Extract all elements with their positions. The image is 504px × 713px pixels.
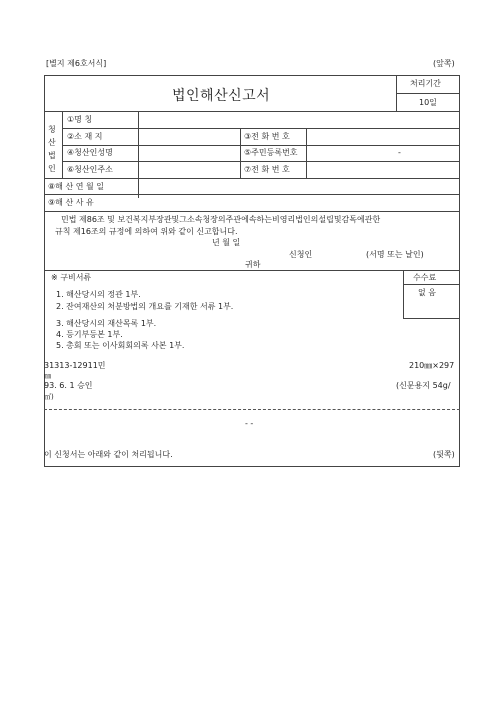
processing-days: 10일 <box>419 98 437 107</box>
corp-label-1: 청 <box>48 125 56 134</box>
recipient-suffix: 귀하 <box>245 260 261 269</box>
right-label-divider <box>306 128 307 178</box>
form-number: [별지 제6호서식] <box>46 59 107 68</box>
corp-label-4: 인 <box>48 164 56 173</box>
document-item-2: 2. 잔여재산의 처분방법의 개요를 기재한 서류 1부. <box>56 302 234 311</box>
processing-label: 처리기간 <box>410 79 441 88</box>
processing-note: 이 신청서는 아래와 같이 처리됩니다. <box>44 450 173 459</box>
document-title: 법인해산신고서 <box>172 88 271 104</box>
table-border-bottom <box>44 466 460 467</box>
documents-heading: ※ 구비서류 <box>51 273 92 282</box>
field-dissolution-reason-label: ⑨해 산 사 유 <box>48 198 94 207</box>
resident-no-dash: - <box>398 148 401 157</box>
cut-line <box>44 409 460 410</box>
fee-divider <box>403 270 404 318</box>
field-phone1-label: ③전 화 번 호 <box>244 132 290 141</box>
page-side-back: (뒷쪽) <box>433 450 455 459</box>
declaration-line-1: 민법 제86조 및 보건복지부장관및그소속청장의주관에속하는비영리법인의설립및감독에관한 <box>61 215 381 224</box>
field-label-divider <box>138 111 139 198</box>
page-side-front: (앞쪽) <box>433 59 455 68</box>
field-name-label: ①명 칭 <box>67 115 93 124</box>
field-resident-no-label: ⑤주민등록번호 <box>244 148 298 157</box>
declaration-line-2: 규칙 제16조의 규정에 의하여 위와 같이 신고합니다. <box>55 227 238 236</box>
field-phone2-label: ⑦전 화 번 호 <box>244 165 290 174</box>
row3-bottom <box>62 161 460 162</box>
field-liquidator-name-label: ④청산인성명 <box>67 148 113 157</box>
row4-bottom <box>44 178 460 179</box>
document-item-1: 1. 해산당시의 정관 1부. <box>56 290 141 299</box>
paper-size: 210㎜×297 <box>409 361 455 370</box>
applicant-label: 신청인 <box>289 250 313 259</box>
row2-bottom <box>62 145 460 146</box>
declaration-bottom <box>44 270 460 271</box>
fee-label: 수수료 <box>413 273 437 282</box>
cut-line-marker: - - <box>245 419 254 428</box>
form-code: 31313-12911민 <box>44 361 106 370</box>
document-item-5: 5. 총회 또는 이사회회의록 사본 1부. <box>56 341 185 350</box>
processing-split <box>396 93 460 94</box>
paper-type: (신문용지 54g/ <box>396 381 451 390</box>
document-item-4: 4. 등기부등본 1부. <box>56 330 123 339</box>
field-liquidator-address-label: ⑥청산인주소 <box>67 165 113 174</box>
field-dissolution-date-label: ⑧해 산 연 월 일 <box>48 182 104 191</box>
approval-date: 93. 6. 1 승인 <box>44 381 93 390</box>
fee-split <box>403 284 460 285</box>
document-item-3: 3. 해산당시의 재산목록 1부. <box>56 319 157 328</box>
paper-weight-unit: ㎡) <box>44 393 54 401</box>
declaration-date: 년 월 일 <box>212 238 241 247</box>
fee-value: 없 음 <box>418 288 436 297</box>
paper-size-unit: ㎜ <box>44 372 51 380</box>
row5-bottom <box>44 194 460 195</box>
corp-label-3: 법 <box>48 151 56 160</box>
row6-bottom <box>44 211 460 212</box>
fee-bottom <box>403 318 460 319</box>
table-border-top <box>44 75 460 76</box>
row1-bottom <box>62 128 460 129</box>
middle-divider <box>240 128 241 178</box>
field-location-label: ②소 재 지 <box>67 132 103 141</box>
corp-label-2: 산 <box>48 138 56 147</box>
signature-note: (서명 또는 날인) <box>366 250 424 259</box>
title-row-bottom <box>44 111 460 112</box>
